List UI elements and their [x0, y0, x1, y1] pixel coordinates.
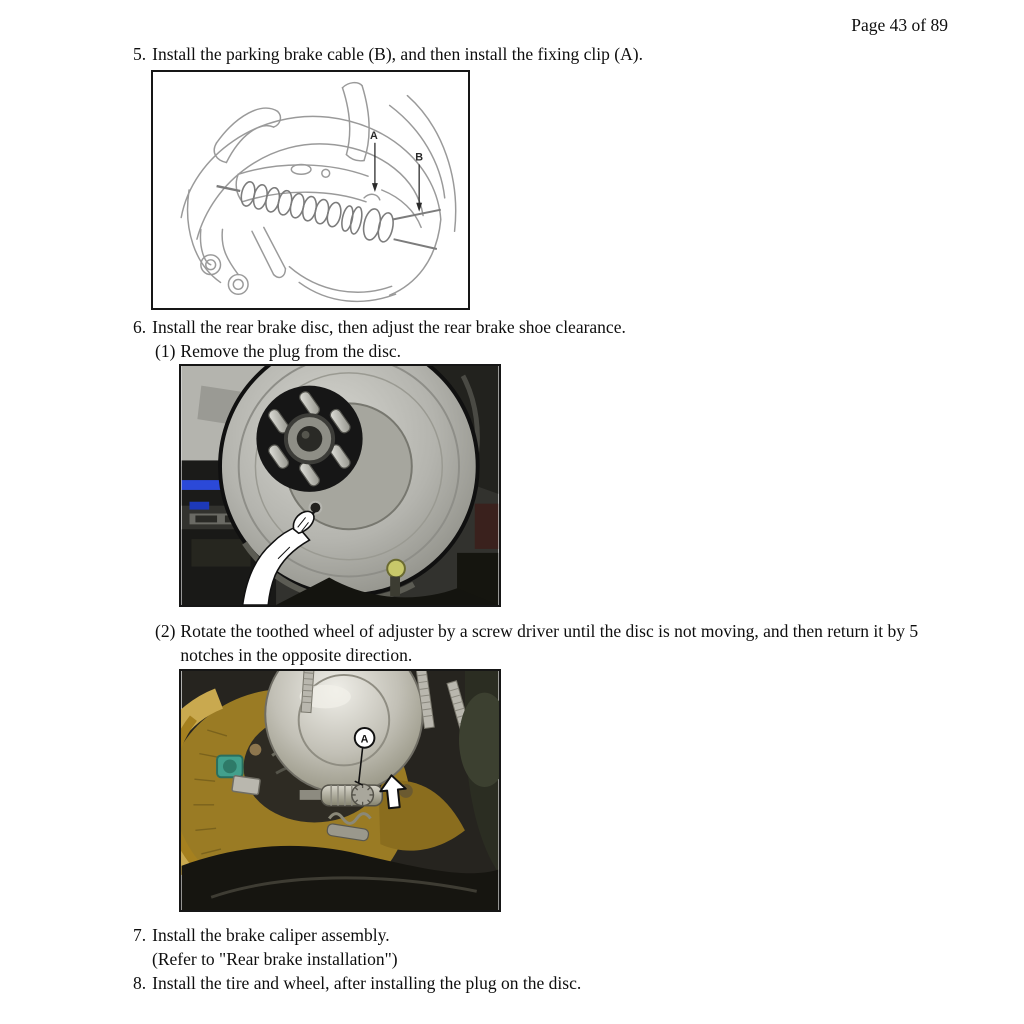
parking-brake-cable-diagram: [153, 72, 468, 308]
step-5-text: Install the parking brake cable (B), and then install the fixing clip (A).: [152, 44, 643, 64]
brake-disc-plug-photo: [181, 366, 499, 605]
step-8-text: Install the tire and wheel, after installing the plug on the disc.: [152, 973, 582, 993]
step-8-number: 8.: [133, 973, 147, 993]
cable-spring: [217, 181, 441, 249]
substep-2-number: (2): [155, 621, 176, 641]
step-5-number: 5.: [133, 44, 147, 64]
step-8: [133, 971, 581, 995]
substep-1-text: Remove the plug from the disc.: [180, 341, 402, 361]
cable-diagram-label-a: A: [369, 129, 378, 142]
substep-2-text: Rotate the toothed wheel of adjuster by a screw driver until the disc is not moving, and then return it by 5 notches in the opposite direction.: [180, 621, 919, 665]
step-5: [133, 42, 643, 66]
adjuster-photo-label-a: A: [360, 733, 369, 746]
step-6: [133, 315, 626, 339]
step-7-text: Install the brake caliper assembly.: [152, 925, 390, 945]
step-7: [133, 923, 390, 947]
brake-shoe-adjuster-photo: [181, 671, 499, 910]
step-6-number: 6.: [133, 317, 147, 337]
substep-1-number: (1): [155, 341, 176, 361]
step-7-number: 7.: [133, 925, 147, 945]
step-6-substep-2: [155, 619, 943, 667]
step-6-substep-1: [155, 339, 401, 363]
figure-brake-disc-plug: [179, 364, 501, 607]
step-6-text: Install the rear brake disc, then adjust the rear brake shoe clearance.: [152, 317, 626, 337]
cable-diagram-label-b: B: [415, 151, 424, 164]
figure-parking-brake-cable: [151, 70, 470, 310]
page-number: Page 43 of 89: [851, 15, 948, 35]
figure-brake-shoe-adjuster: [179, 669, 501, 912]
step-7-note: (Refer to "Rear brake installation"): [152, 949, 398, 969]
